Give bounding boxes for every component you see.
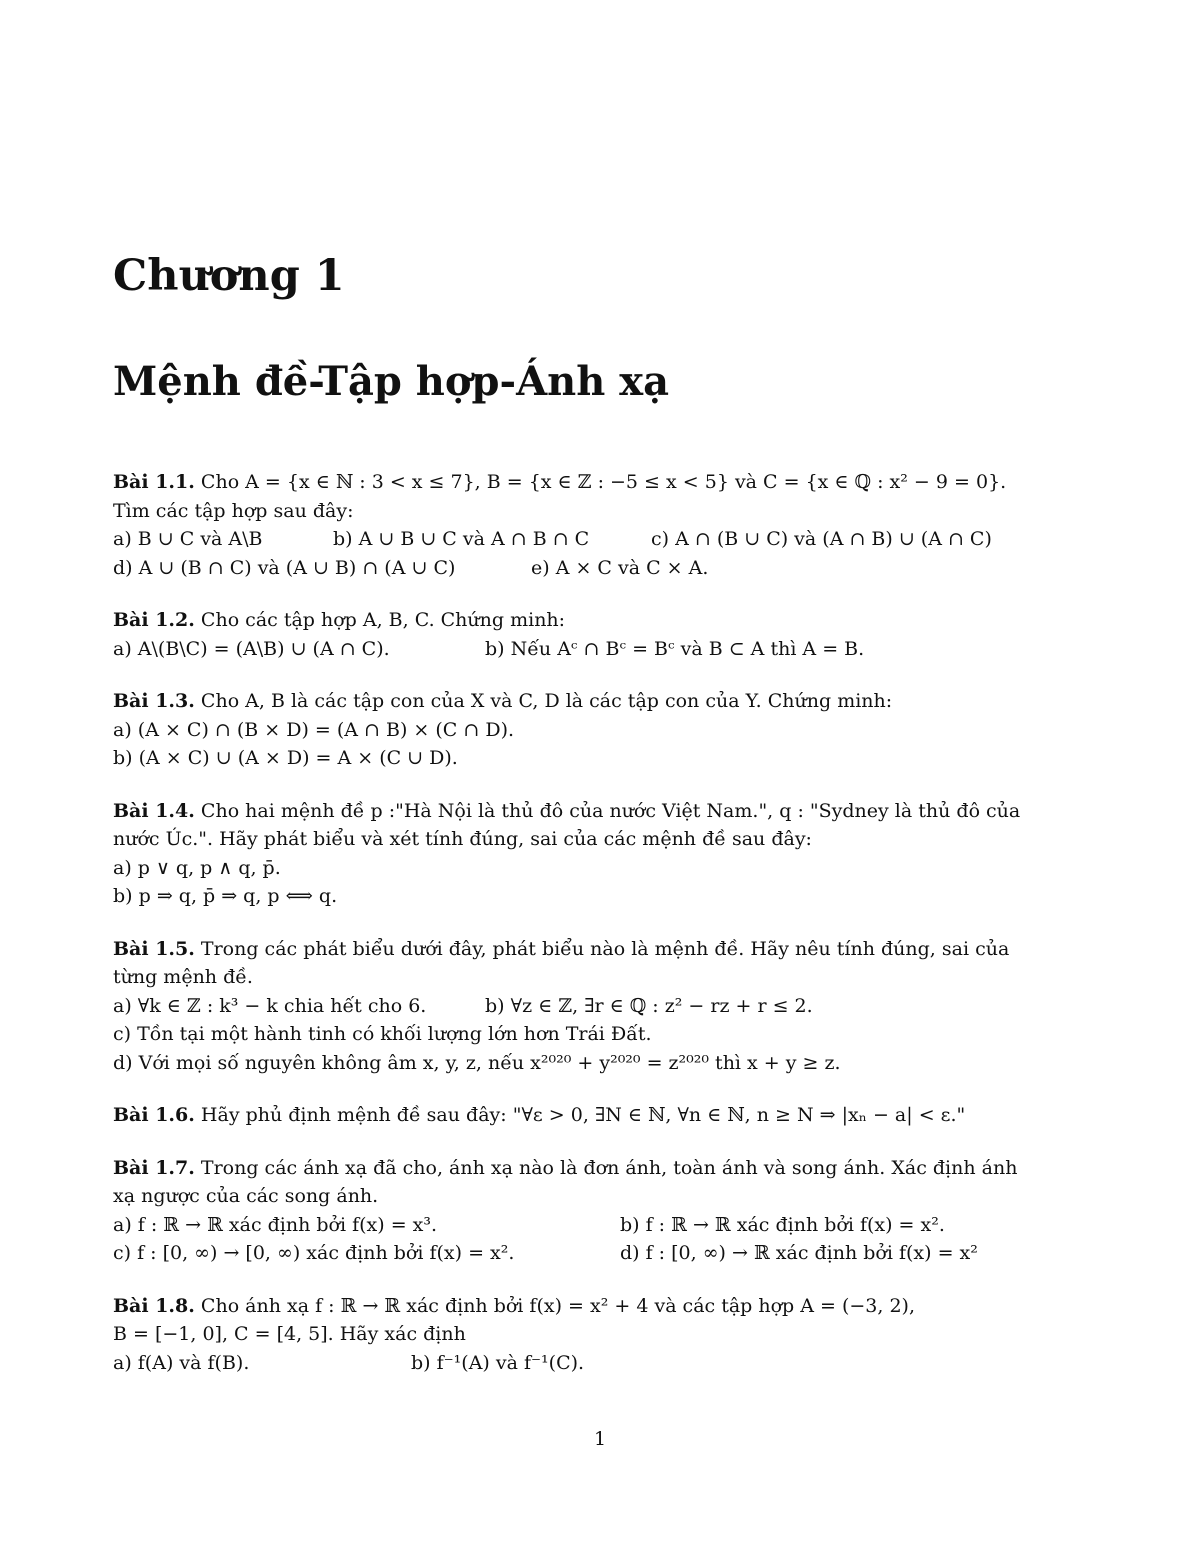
sub-item: b) A ∪ B ∪ C và A ∩ B ∩ C bbox=[333, 528, 590, 550]
sub-item: d) A ∪ (B ∩ C) và (A ∪ B) ∩ (A ∪ C) bbox=[113, 556, 456, 579]
exercise bbox=[113, 1101, 1090, 1130]
exercise bbox=[113, 1292, 1090, 1378]
exercise-line: d) Với mọi số nguyên không âm x, y, z, nếu x²⁰²⁰ + y²⁰²⁰ = z²⁰²⁰ thì x + y ≥ z. bbox=[113, 1051, 841, 1074]
exercise-line: Bài 1.2. Cho các tập hợp A, B, C. Chứng minh: bbox=[113, 609, 566, 631]
exercise bbox=[113, 797, 1090, 911]
exercise-label: Bài 1.1. bbox=[113, 471, 195, 493]
exercise bbox=[113, 935, 1090, 1078]
exercise bbox=[113, 606, 1090, 663]
exercise-row bbox=[113, 1239, 1090, 1268]
exercise-row bbox=[113, 554, 1090, 583]
exercise-label: Bài 1.5. bbox=[113, 937, 195, 960]
exercise-line: Bài 1.3. Cho A, B là các tập con của X và C, D là các tập con của Y. Chứng minh: bbox=[113, 690, 893, 712]
exercise bbox=[113, 468, 1090, 582]
chapter-title: Mệnh đề-Tập hợp-Ánh xạ bbox=[113, 358, 670, 405]
exercise-label: Bài 1.7. bbox=[113, 1156, 195, 1179]
page-number: 1 bbox=[593, 1428, 607, 1450]
exercise-line: b) (A × C) ∪ (A × D) = A × (C ∪ D). bbox=[113, 747, 458, 769]
sub-item: e) A × C và C × A. bbox=[531, 556, 709, 579]
exercise-line: a) p ∨ q, p ∧ q, p̄. bbox=[113, 856, 281, 879]
sub-item: a) A\(B\C) = (A\B) ∪ (A ∩ C). bbox=[113, 637, 390, 660]
exercise-label: Bài 1.3. bbox=[113, 690, 195, 712]
exercise bbox=[113, 1154, 1090, 1268]
exercise-row bbox=[113, 635, 1090, 664]
sub-item: c) f : [0, ∞) → [0, ∞) xác định bởi f(x) = x². bbox=[113, 1242, 515, 1264]
exercise-line: Bài 1.7. Trong các ánh xạ đã cho, ánh xạ nào là đơn ánh, toàn ánh và song ánh. Xác định ánh bbox=[113, 1156, 1018, 1179]
exercise-line: xạ ngược của các song ánh. bbox=[113, 1185, 379, 1207]
exercise-line: B = [−1, 0], C = [4, 5]. Hãy xác định bbox=[113, 1323, 466, 1345]
exercise-label: Bài 1.6. bbox=[113, 1104, 195, 1126]
sub-item: b) ∀z ∈ ℤ, ∃r ∈ ℚ : z² − rz + r ≤ 2. bbox=[485, 994, 813, 1017]
exercise-label: Bài 1.8. bbox=[113, 1294, 195, 1317]
exercise-row bbox=[113, 525, 1090, 554]
exercise-line: c) Tồn tại một hành tinh có khối lượng lớn hơn Trái Đất. bbox=[113, 1023, 652, 1045]
exercise-line: a) (A × C) ∩ (B × D) = (A ∩ B) × (C ∩ D). bbox=[113, 718, 515, 741]
exercise-line: Bài 1.8. Cho ánh xạ f : ℝ → ℝ xác định bởi f(x) = x² + 4 và các tập hợp A = (−3, 2), bbox=[113, 1294, 916, 1317]
sub-item: b) f : ℝ → ℝ xác định bởi f(x) = x². bbox=[620, 1213, 945, 1236]
exercise-line: Bài 1.1. Cho A = {x ∈ ℕ : 3 < x ≤ 7}, B = {x ∈ ℤ : −5 ≤ x < 5} và C = {x ∈ ℚ : x² − 9 = 0}. bbox=[113, 471, 1007, 493]
sub-item: a) f(A) và f(B). bbox=[113, 1351, 250, 1374]
exercise-line: b) p ⇒ q, p̄ ⇒ q, p ⟺ q. bbox=[113, 885, 338, 907]
sub-item: b) Nếu Aᶜ ∩ Bᶜ = Bᶜ và B ⊂ A thì A = B. bbox=[485, 637, 865, 660]
exercise-row bbox=[113, 1349, 1090, 1378]
sub-item: a) B ∪ C và A\B bbox=[113, 528, 263, 550]
sub-item: c) A ∩ (B ∪ C) và (A ∩ B) ∪ (A ∩ C) bbox=[651, 528, 992, 550]
exercise-line: nước Úc.". Hãy phát biểu và xét tính đúng, sai của các mệnh đề sau đây: bbox=[113, 828, 812, 850]
exercise-line: Bài 1.4. Cho hai mệnh đề p :"Hà Nội là thủ đô của nước Việt Nam.", q : "Sydney là thủ đô của bbox=[113, 799, 1021, 822]
exercise-row bbox=[113, 992, 1090, 1021]
exercise-label: Bài 1.4. bbox=[113, 799, 195, 822]
exercise-line: Tìm các tập hợp sau đây: bbox=[113, 499, 354, 522]
sub-item: d) f : [0, ∞) → ℝ xác định bởi f(x) = x² bbox=[620, 1242, 978, 1264]
sub-item: b) f⁻¹(A) và f⁻¹(C). bbox=[411, 1351, 585, 1374]
chapter-heading: Chương 1 bbox=[113, 251, 345, 301]
sub-item: a) f : ℝ → ℝ xác định bởi f(x) = x³. bbox=[113, 1213, 438, 1236]
exercise-line: Bài 1.5. Trong các phát biểu dưới đây, phát biểu nào là mệnh đề. Hãy nêu tính đúng, sai của bbox=[113, 937, 1010, 960]
exercise-line: từng mệnh đề. bbox=[113, 966, 253, 988]
exercise-line: Bài 1.6. Hãy phủ định mệnh đề sau đây: "∀ε > 0, ∃N ∈ ℕ, ∀n ∈ ℕ, n ≥ N ⇒ |xₙ − a| < ε." bbox=[113, 1104, 966, 1126]
exercise-row bbox=[113, 1211, 1090, 1240]
exercise bbox=[113, 687, 1090, 773]
sub-item: a) ∀k ∈ ℤ : k³ − k chia hết cho 6. bbox=[113, 994, 427, 1017]
exercise-label: Bài 1.2. bbox=[113, 609, 195, 631]
